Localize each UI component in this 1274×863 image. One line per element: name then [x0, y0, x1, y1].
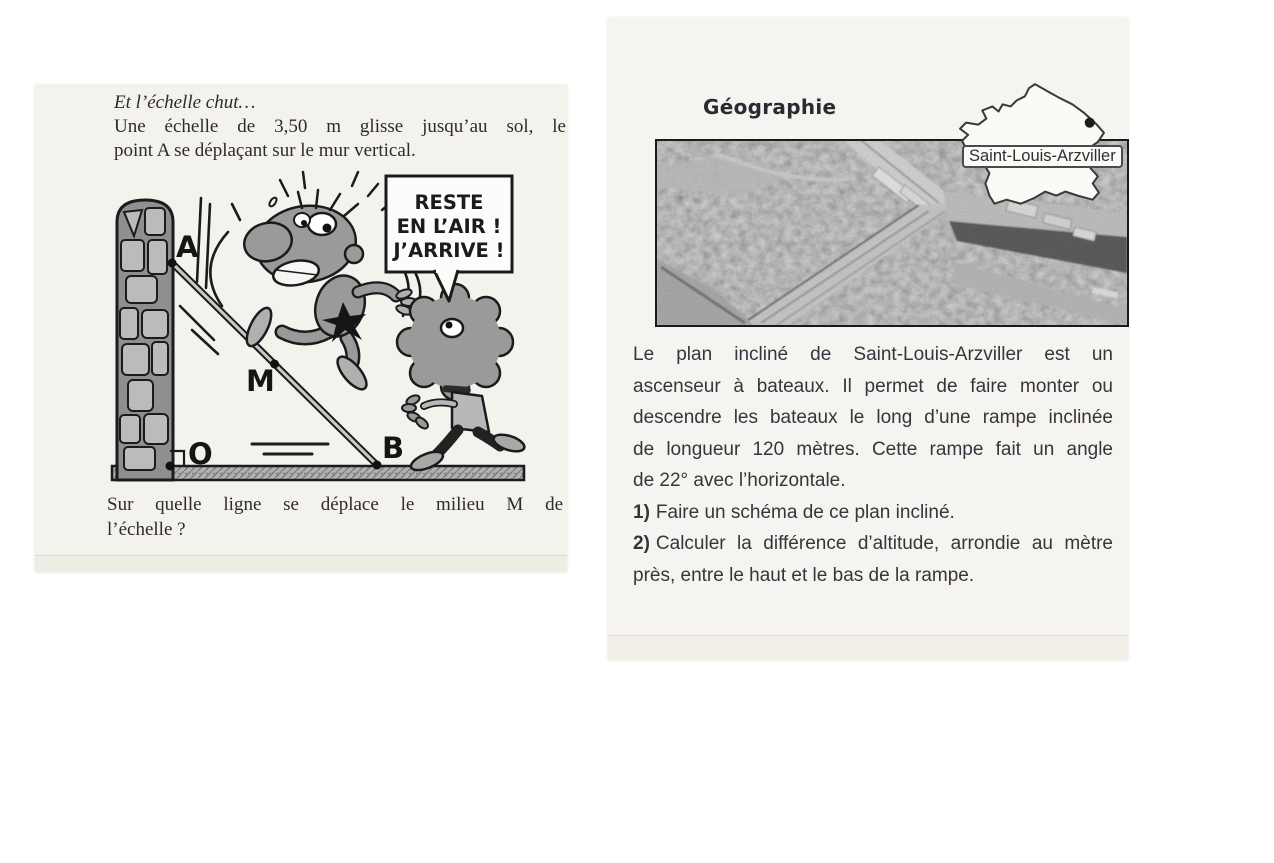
- right-exercise-text: [633, 339, 1113, 591]
- bubble-line-1: RESTE: [414, 191, 484, 214]
- paragraph-line: Le plan incliné de Saint-Louis-Arzviller est un: [633, 344, 1113, 365]
- paper-crease: [35, 555, 567, 572]
- point-label-b: B: [382, 431, 405, 465]
- paragraph-line: de longueur 120 mètres. Cette rampe fait un angle: [633, 438, 1113, 460]
- question-line-1: Sur quelle ligne se déplace le milieu M de: [107, 494, 563, 515]
- item-number: 2): [633, 533, 650, 554]
- left-exercise-intro: [114, 115, 566, 162]
- geography-heading: Géographie: [703, 95, 837, 119]
- paper-crease: [608, 635, 1128, 660]
- left-exercise-card: [35, 85, 567, 572]
- running-character: [397, 284, 526, 474]
- right-exercise-card: [608, 18, 1128, 660]
- question-line-2: l’échelle ?: [107, 519, 186, 540]
- item-number: 1): [633, 501, 650, 523]
- brick-wall: [117, 200, 173, 480]
- paragraph-line: de 22° avec l’horizontale.: [633, 470, 846, 491]
- question-item-1: 1) Faire un schéma de ce plan incliné.: [633, 501, 955, 523]
- bubble-line-3: J’ARRIVE !: [393, 239, 505, 262]
- left-exercise-title: Et l’échelle chut…: [114, 92, 256, 113]
- point-label-o: O: [188, 437, 213, 471]
- question-item-2-continued: près, entre le haut et le bas de la rampe.: [633, 564, 975, 586]
- point-label-a: A: [176, 230, 199, 264]
- point-o-dot: [166, 462, 175, 471]
- paragraph-line: descendre les bateaux le long d’une rampe inclinée: [633, 407, 1113, 428]
- location-dot: [1085, 118, 1095, 128]
- paragraph-line: ascenseur à bateaux. Il permet de faire monter ou: [633, 375, 1113, 397]
- point-b-dot: [373, 461, 382, 470]
- left-exercise-question: [107, 492, 563, 542]
- bubble-line-2: EN L’AIR !: [396, 215, 502, 238]
- cartoon-illustration: [100, 170, 542, 492]
- point-label-m: M: [246, 364, 275, 398]
- ladder-cartoon-drawing: [100, 170, 542, 492]
- speech-bubble: [386, 176, 512, 301]
- question-item-2: 2) Calculer la différence d’altitude, arrondie au mètre: [633, 533, 1113, 554]
- map-location-label: Saint-Louis-Arzviller: [962, 145, 1123, 168]
- intro-line-2: point A se déplaçant sur le mur vertical.: [114, 139, 416, 161]
- intro-line-1: Une échelle de 3,50 m glisse jusqu’au sol, le: [114, 116, 566, 137]
